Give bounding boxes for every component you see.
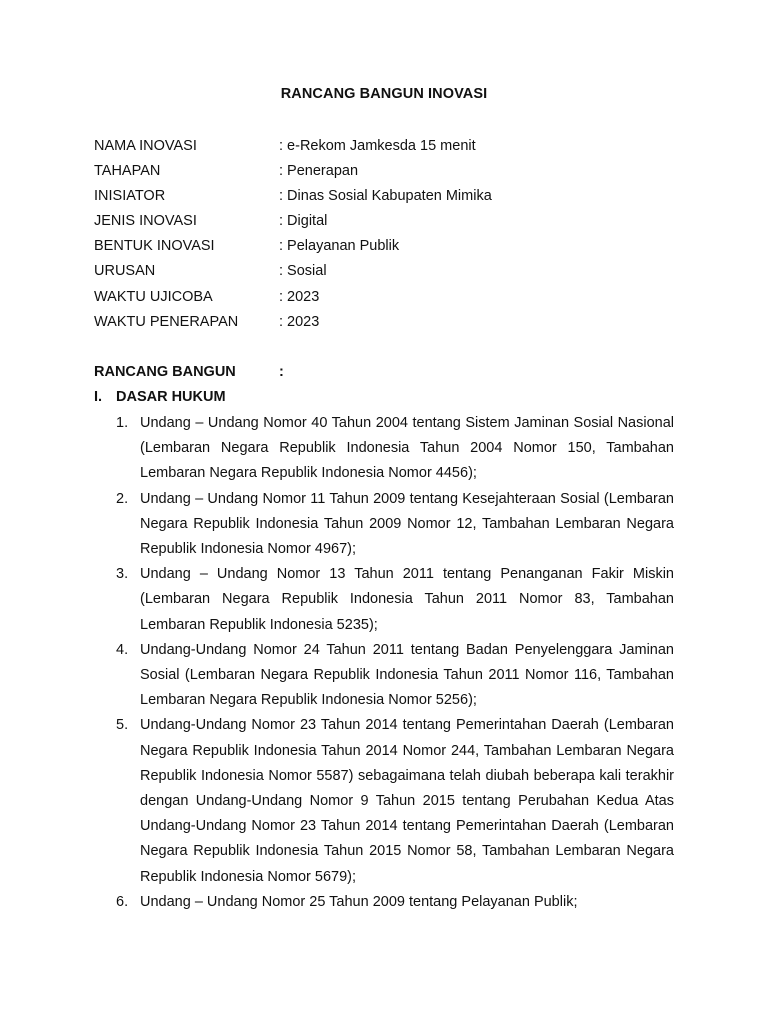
list-item-number: 2.	[116, 490, 129, 507]
list-item	[116, 890, 674, 915]
info-row-waktu-penerapan	[94, 311, 694, 336]
list-item-number: 3.	[116, 566, 129, 583]
info-label: NAMA INOVASI	[94, 138, 197, 154]
list-item-text: Undang – Undang Nomor 40 Tahun 2004 tentang Sistem Jaminan Sosial Nasional (Lembaran Negara Republik Indonesia Tahun 2004 Nomor 150, Tambahan Lembaran Negara Republik Indonesia Nomor 4456);	[140, 415, 674, 482]
list-item-text: Undang-Undang Nomor 24 Tahun 2011 tentang Badan Penyelenggara Jaminan Sosial (Lembaran Negara Republik Indonesia Tahun 2011 Nomor 116, Tambahan Lembaran Negara Republik Indonesia Nomor 5256);	[140, 641, 674, 709]
info-label: INISIATOR	[94, 188, 166, 205]
info-row-inisiator	[94, 185, 694, 210]
list-item-number: 5.	[116, 717, 129, 734]
list-item-text: Undang-Undang Nomor 23 Tahun 2014 tentang Pemerintahan Daerah (Lembaran Negara Republik Indonesia Tahun 2014 Nomor 244, Tambahan Lembaran Negara Republik Indonesia Nomor 5587) sebagaimana telah diubah beberapa kali terakhir dengan Undang-Undang Nomor 9 Tahun 2015 tentang Perubahan Kedua Atas Undang-Undang Nomor 23 Tahun 2014 tentang Pemerintahan Daerah (Lembaran Negara Republik Indonesia Tahun 2015 Nomor 58, Tambahan Lembaran Negara Republik Indonesia Nomor 5679);	[140, 717, 674, 885]
list-item-number: 6.	[116, 893, 129, 910]
info-label: WAKTU UJICOBA	[94, 288, 213, 305]
list-item	[116, 487, 674, 563]
rancang-bangun-colon: :	[279, 364, 284, 380]
info-label: WAKTU PENERAPAN	[94, 313, 239, 330]
info-label: URUSAN	[94, 263, 156, 280]
info-value: : Penerapan	[279, 163, 359, 180]
info-row-urusan	[94, 260, 694, 285]
info-row-waktu-ujicoba	[94, 286, 694, 311]
info-value: : 2023	[279, 288, 320, 305]
rancang-bangun-heading	[94, 361, 284, 383]
section-number: I.	[94, 389, 103, 405]
list-item	[116, 638, 674, 714]
info-value: : 2023	[279, 313, 320, 330]
rancang-bangun-label: RANCANG BANGUN	[94, 364, 236, 380]
list-item-text: Undang – Undang Nomor 25 Tahun 2009 tentang Pelayanan Publik;	[140, 893, 578, 910]
list-item-text: Undang – Undang Nomor 11 Tahun 2009 tentang Kesejahteraan Sosial (Lembaran Negara Republik Indonesia Tahun 2009 Nomor 12, Tambahan Lembaran Negara Republik Indonesia Nomor 4967);	[140, 490, 674, 558]
info-row-tahapan	[94, 160, 694, 185]
document-title: RANCANG BANGUN INOVASI	[280, 86, 488, 102]
info-label: TAHAPAN	[94, 163, 161, 180]
list-item	[116, 713, 674, 889]
info-label: JENIS INOVASI	[94, 213, 197, 230]
info-value: : Sosial	[279, 263, 327, 280]
info-row-bentuk-inovasi	[94, 235, 694, 260]
info-label: BENTUK INOVASI	[94, 238, 215, 255]
section-title: DASAR HUKUM	[116, 389, 226, 405]
section-heading-dasar-hukum	[94, 386, 226, 408]
info-value: : Pelayanan Publik	[279, 238, 400, 255]
list-item-number: 1.	[116, 415, 129, 431]
list-item-text: Undang – Undang Nomor 13 Tahun 2011 tentang Penanganan Fakir Miskin (Lembaran Negara Republik Indonesia Tahun 2011 Nomor 83, Tambahan Lembaran Republik Indonesia 5235);	[140, 566, 674, 633]
info-value: : e-Rekom Jamkesda 15 menit	[279, 138, 476, 154]
innovation-info-table	[94, 135, 694, 336]
info-value: : Digital	[279, 213, 328, 230]
info-value: : Dinas Sosial Kabupaten Mimika	[279, 188, 492, 205]
list-item	[116, 411, 674, 487]
info-row-jenis-inovasi	[94, 210, 694, 235]
info-row-nama-inovasi	[94, 135, 694, 160]
legal-basis-list	[116, 411, 674, 915]
list-item	[116, 562, 674, 638]
list-item-number: 4.	[116, 641, 129, 658]
